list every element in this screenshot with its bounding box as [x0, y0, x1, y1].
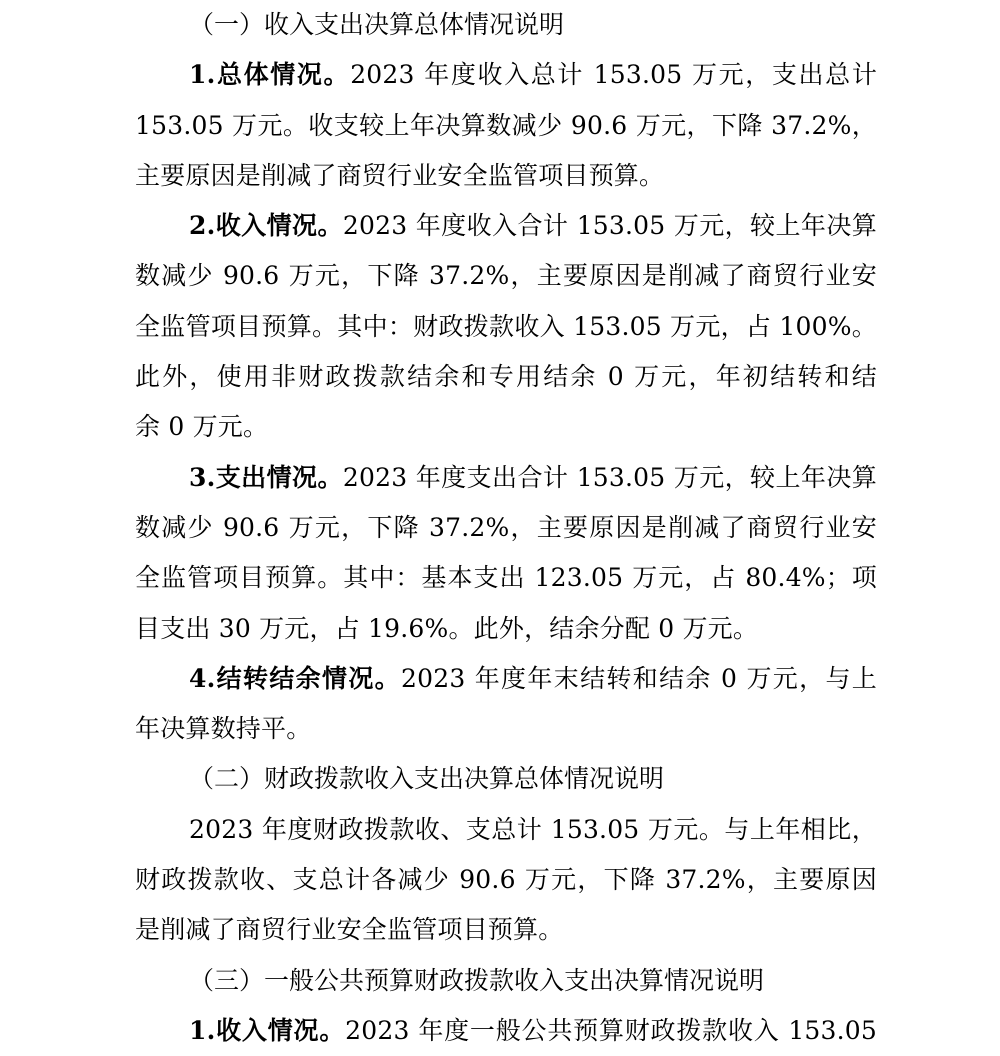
paragraph-lead: 3.支出情况。	[189, 462, 343, 492]
paragraph-lead: 2.收入情况。	[189, 211, 343, 241]
paragraph-line	[135, 201, 877, 251]
section-heading-3: （三）一般公共预算财政拨款收入支出决算情况说明	[189, 965, 765, 995]
section-heading-1: （一）收入支出决算总体情况说明	[189, 10, 565, 39]
paragraph-carryover	[135, 654, 877, 755]
paragraph-line: 2023 年度财政拨款收、支总计 153.05 万元。与上年相比，	[189, 814, 877, 844]
paragraph-text: 2023 年度收入总计 153.05 万元，支出总计	[350, 60, 878, 90]
paragraph-income	[135, 201, 877, 452]
paragraph-line: 此外，使用非财政拨款结余和专用结余 0 万元，年初结转和结	[135, 362, 877, 392]
paragraph-line: 153.05 万元。收支较上年决算数减少 90.6 万元，下降 37.2%，	[135, 110, 877, 140]
paragraph-expenditure	[135, 453, 877, 654]
paragraph-line: 财政拨款收、支总计各减少 90.6 万元，下降 37.2%，主要原因	[135, 865, 877, 895]
paragraph-line: 目支出 30 万元，占 19.6%。此外，结余分配 0 万元。	[135, 613, 759, 643]
paragraph-lead: 1.收入情况。	[189, 1015, 346, 1045]
paragraph-line	[135, 654, 877, 704]
paragraph-line	[135, 453, 877, 503]
paragraph-lead: 1.总体情况。	[189, 60, 351, 90]
document-page	[135, 0, 877, 1056]
paragraph-fiscal-total	[135, 805, 877, 956]
paragraph-line	[135, 1006, 877, 1056]
paragraph-general-budget-income	[135, 1006, 877, 1056]
paragraph-line: 全监管项目预算。其中：财政拨款收入 153.05 万元，占 100%。	[135, 311, 877, 341]
paragraph-text: 2023 年度一般公共预算财政拨款收入 153.05	[345, 1015, 878, 1045]
paragraph-line: 数减少 90.6 万元，下降 37.2%，主要原因是削减了商贸行业安	[135, 512, 877, 542]
section-heading-2: （二）财政拨款收入支出决算总体情况说明	[189, 764, 665, 794]
paragraph-line: 数减少 90.6 万元，下降 37.2%，主要原因是削减了商贸行业安	[135, 261, 877, 291]
paragraph-text: 2023 年度支出合计 153.05 万元，较上年决算	[342, 462, 877, 492]
paragraph-text: 2023 年度年末结转和结余 0 万元，与上	[401, 663, 877, 693]
paragraph-line: 是削减了商贸行业安全监管项目预算。	[135, 915, 564, 945]
paragraph-line: 年决算数持平。	[135, 714, 312, 744]
paragraph-line	[135, 50, 877, 100]
paragraph-line: 主要原因是削减了商贸行业安全监管项目预算。	[135, 160, 665, 190]
paragraph-line: 余 0 万元。	[135, 412, 269, 442]
paragraph-overall	[135, 50, 877, 201]
paragraph-lead: 4.结转结余情况。	[189, 663, 402, 693]
paragraph-text: 2023 年度收入合计 153.05 万元，较上年决算	[342, 211, 877, 241]
paragraph-line: 全监管项目预算。其中：基本支出 123.05 万元，占 80.4%；项	[135, 563, 877, 593]
